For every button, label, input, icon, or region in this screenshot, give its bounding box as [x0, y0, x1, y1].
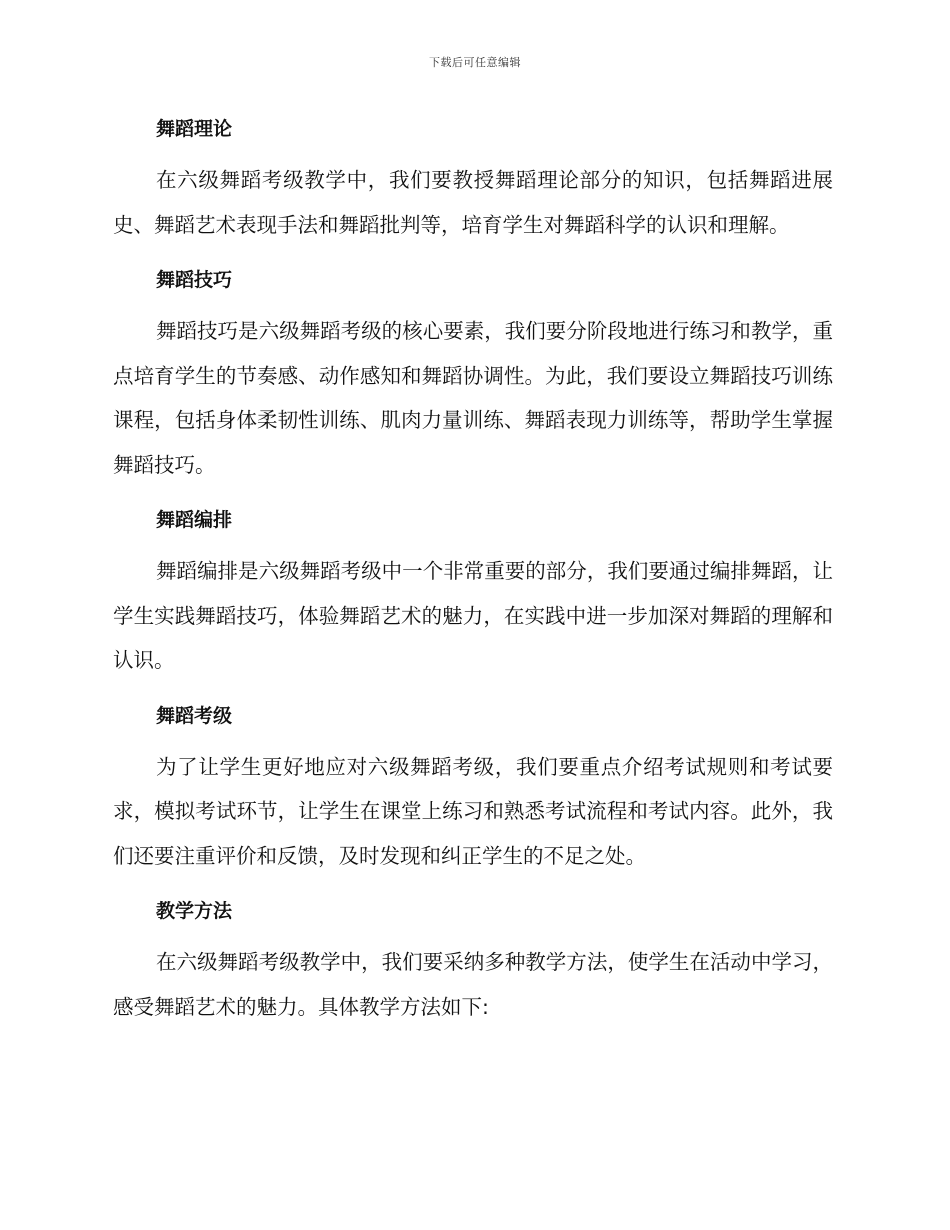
section-heading-dance-theory: 舞蹈理论	[156, 118, 233, 140]
section-body-teaching-methods: 在六级舞蹈考级教学中，我们要采纳多种教学方法，使学生在活动中学习，感受舞蹈艺术的魅力。具体教学方法如下:	[113, 950, 833, 1019]
section-body-dance-exam: 为了让学生更好地应对六级舞蹈考级，我们要重点介绍考试规则和考试要求，模拟考试环节，让学生在课堂上练习和熟悉考试流程和考试内容。此外，我们还要注重评价和反馈，及时发现和纠正学生的不足之处。	[113, 754, 833, 868]
section-heading-teaching-methods: 教学方法	[156, 900, 233, 922]
section-body-dance-technique: 舞蹈技巧是六级舞蹈考级的核心要素，我们要分阶段地进行练习和教学，重点培育学生的节奏感、动作感知和舞蹈协调性。为此，我们要设立舞蹈技巧训练课程，包括身体柔韧性训练、肌肉力量训练、舞蹈表现力训练等，帮助学生掌握舞蹈技巧。	[113, 319, 833, 477]
section-body-choreography: 舞蹈编排是六级舞蹈考级中一个非常重要的部分，我们要通过编排舞蹈，让学生实践舞蹈技巧，体验舞蹈艺术的魅力，在实践中进一步加深对舞蹈的理解和认识。	[113, 559, 833, 672]
section-heading-choreography: 舞蹈编排	[156, 509, 233, 531]
section-heading-dance-technique: 舞蹈技巧	[156, 269, 233, 291]
header-note: 下载后可任意编辑	[429, 56, 521, 69]
section-heading-dance-exam: 舞蹈考级	[156, 704, 233, 727]
document-content	[113, 112, 833, 1045]
section-body-dance-theory: 在六级舞蹈考级教学中，我们要教授舞蹈理论部分的知识，包括舞蹈进展史、舞蹈艺术表现手法和舞蹈批判等，培育学生对舞蹈科学的认识和理解。	[113, 168, 833, 237]
